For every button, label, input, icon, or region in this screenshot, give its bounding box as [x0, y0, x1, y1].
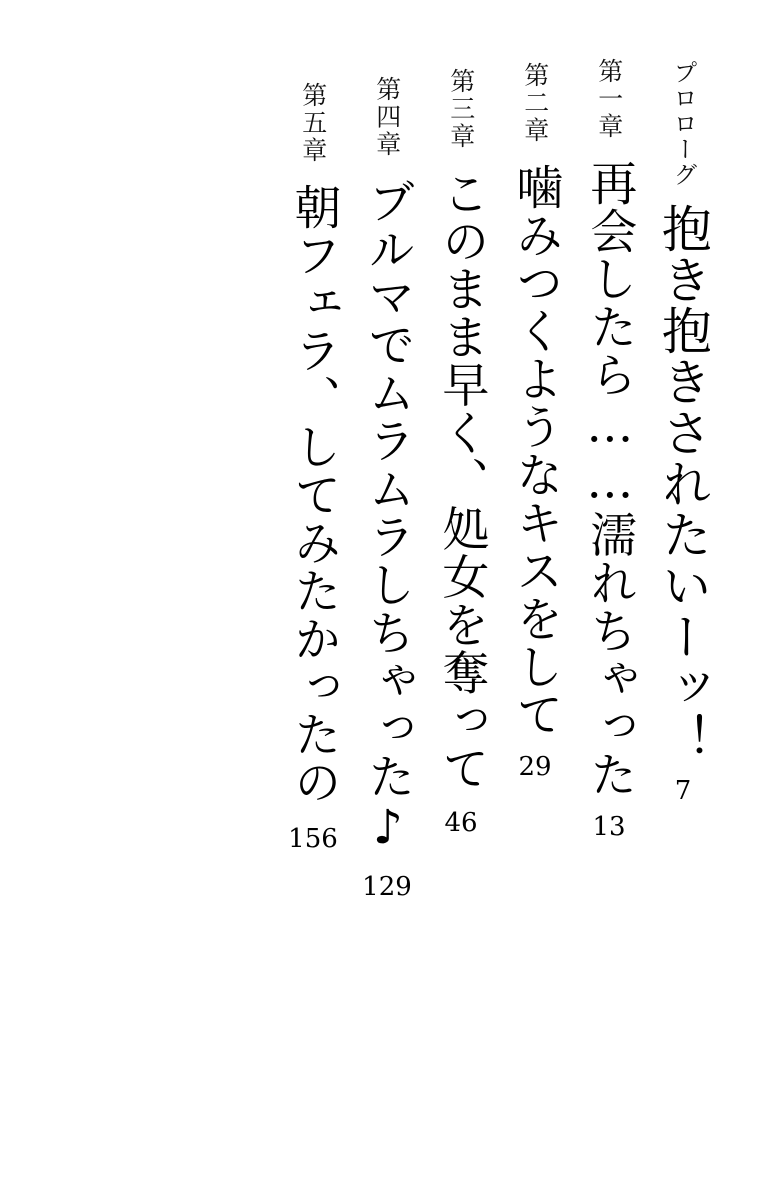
chapter-label: 第四章 [372, 76, 402, 159]
chapter-label: 第一章 [594, 58, 624, 141]
toc-entry[interactable] [424, 46, 498, 1160]
chapter-label: 第三章 [446, 68, 476, 151]
chapter-title: このまま早く、処女を奪って [434, 168, 490, 792]
toc-entry[interactable] [572, 46, 646, 1160]
chapter-title: 抱き抱きされたいーッ！ [654, 203, 712, 765]
page-number: 46 [444, 807, 478, 838]
chapter-label: 第二章 [520, 62, 550, 145]
page-number: 29 [518, 751, 552, 782]
page-number: 129 [362, 871, 412, 902]
chapter-title: ブルマでムラムラしちゃった♪ [360, 176, 416, 856]
page-number: 156 [288, 823, 338, 854]
toc-entry[interactable] [350, 46, 424, 1160]
chapter-title: 再会したら……濡れちゃった [582, 158, 638, 798]
toc-entry[interactable] [498, 46, 572, 1160]
toc-entry[interactable] [276, 46, 350, 1160]
page-number: 13 [592, 811, 626, 842]
chapter-label: 第五章 [298, 82, 328, 165]
chapter-label: プロローグ [669, 60, 698, 188]
page-number: 7 [674, 776, 692, 807]
chapter-title: 噛みつくようなキスをして [508, 162, 564, 738]
chapter-title: 朝フェラ、してみたかったの [286, 182, 342, 806]
toc-entry-list [40, 46, 720, 1160]
toc-entry[interactable] [646, 46, 720, 1160]
